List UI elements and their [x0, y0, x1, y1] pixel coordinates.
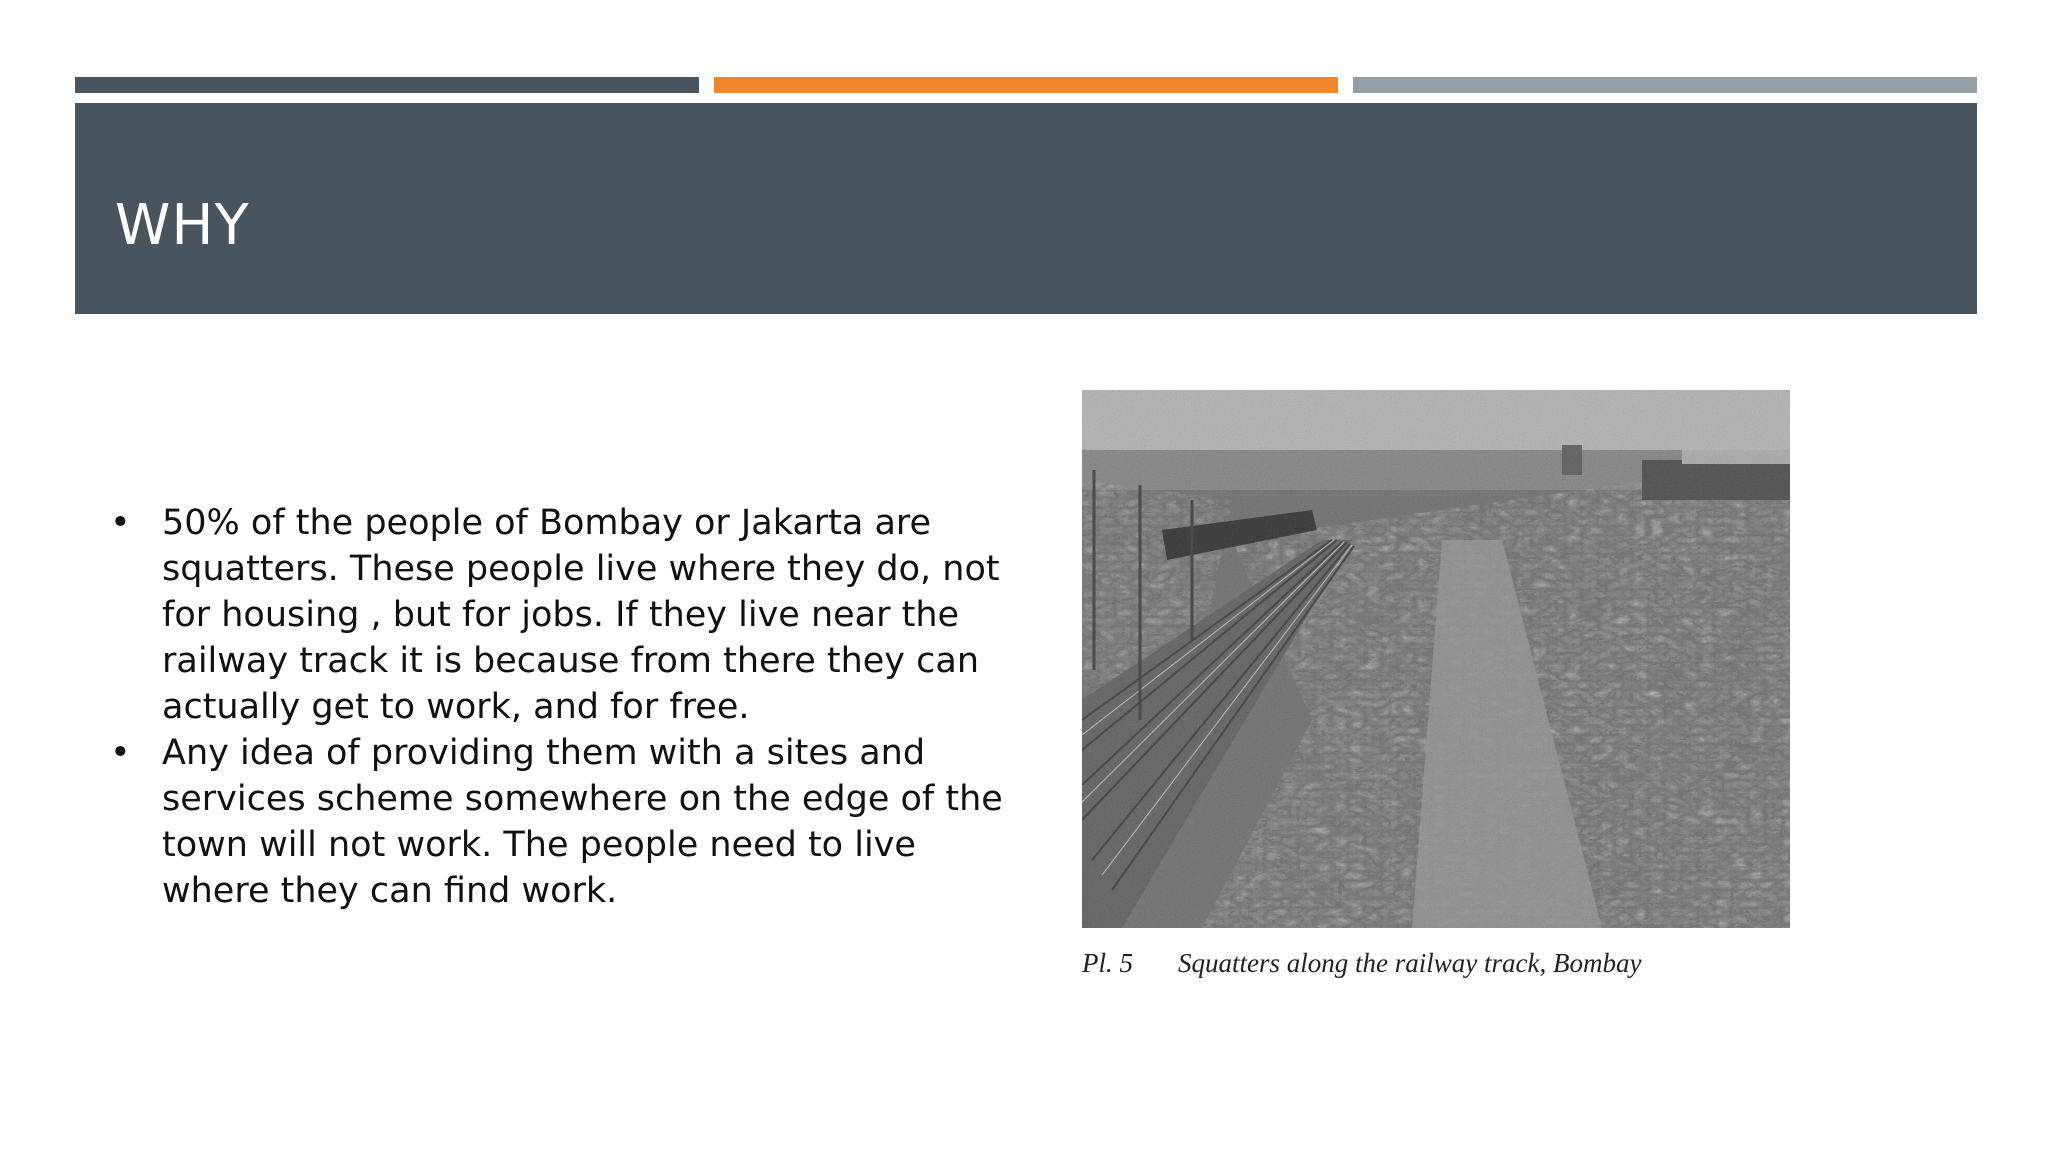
bullet-text: 50% of the people of Bombay or Jakarta are squatters. These people live where they do, not for housing , but for jobs. If they live near the railway track it is because from there they can actually get to work, and for free.	[162, 503, 1000, 727]
figure-label: Pl. 5	[1082, 948, 1133, 978]
bullet-item	[110, 500, 1030, 730]
accent-bar-dark	[75, 77, 699, 93]
accent-bar-orange	[714, 77, 1338, 93]
bullet-marker: •	[110, 733, 131, 773]
figure-caption	[1082, 948, 1802, 979]
body-content	[110, 500, 1030, 914]
title-band	[75, 103, 1977, 314]
accent-bar-gray	[1353, 77, 1977, 93]
bullet-text: Any idea of providing them with a sites and services scheme somewhere on the edge of the town will not work. The people need to live where they can find work.	[162, 733, 1003, 911]
bullet-marker: •	[110, 503, 131, 543]
slide-title: WHY	[115, 193, 250, 258]
bullet-list	[110, 500, 1030, 914]
bullet-item	[110, 730, 1030, 914]
squatters-photo	[1082, 390, 1790, 928]
figure-caption-text: Squatters along the railway track, Bombay	[1178, 948, 1642, 978]
